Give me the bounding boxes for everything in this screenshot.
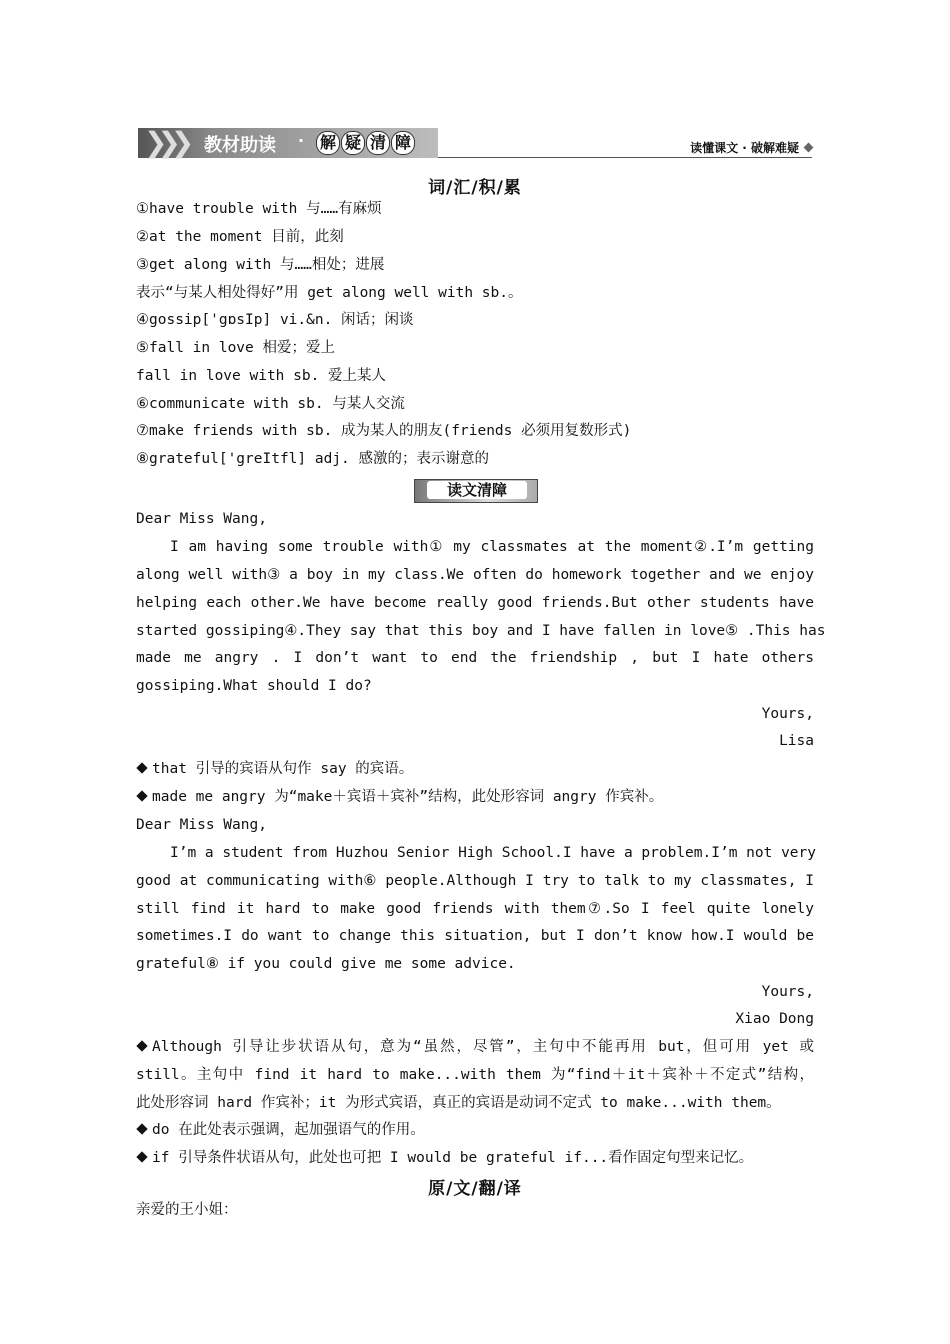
letter2-line: grateful⑧ if you could give me some advice. <box>136 956 516 972</box>
letter2-line: good at communicating with⑥ people.Although I try to talk to my classmates, I <box>136 873 814 889</box>
vocab-item: ⑦make friends with sb. 成为某人的朋友(friends 必须用复数形式) <box>136 423 632 439</box>
vocab-item: ③get along with 与……相处；进展 <box>136 257 385 273</box>
banner-rule <box>438 157 812 158</box>
translation-heading: 原/文/翻/译 <box>428 1179 522 1199</box>
vocab-item: ⑧grateful['greItfl] adj. 感激的；表示谢意的 <box>136 451 490 467</box>
vocab-item-text: ①have trouble with 与……有麻烦 <box>136 201 382 217</box>
banner-char: 障 <box>391 131 415 155</box>
diamond-bullet-icon <box>136 790 147 801</box>
note <box>136 1037 814 1057</box>
section-banner <box>138 128 812 160</box>
note-text: that 引导的宾语从句作 say 的宾语。 <box>152 761 414 777</box>
vocab-item: ⑥communicate with sb. 与某人交流 <box>136 396 405 412</box>
translation-greeting: 亲爱的王小姐： <box>136 1202 238 1218</box>
vocab-item: 表示“与某人相处得好”用 get along well with sb.。 <box>136 285 523 301</box>
diamond-icon <box>804 143 814 153</box>
reading-heading: 读文清障 <box>427 481 527 499</box>
banner-title: 教材助读 <box>204 135 276 156</box>
letter2-line: I’m a student from Huzhou Senior High School.I have a problem.I’m not very <box>170 845 817 861</box>
vocab-heading: 词/汇/积/累 <box>428 178 522 198</box>
diamond-bullet-icon <box>136 762 147 773</box>
letter2-signature: Xiao Dong <box>735 1011 814 1027</box>
banner-tag <box>690 139 812 156</box>
letter2-line: still find it hard to make good friends with them⑦.So I feel quite lonely <box>136 901 814 917</box>
letter1-line: made me angry . I don’t want to end the friendship , but I hate others <box>136 650 814 666</box>
chevron-right-icon: ❯❯❯ <box>144 126 185 159</box>
diamond-bullet-icon <box>136 1040 147 1051</box>
vocab-item: ⑤fall in love 相爱；爱上 <box>136 340 335 356</box>
banner-char: 解 <box>316 131 340 155</box>
letter1-line: along well with③ a boy in my class.We often do homework together and we enjoy <box>136 567 814 583</box>
note-text: if 引导条件状语从句，此处也可把 I would be grateful if...看作固定句型来记忆。 <box>152 1150 754 1166</box>
letter1-line: helping each other.We have become really good friends.But other students have <box>136 595 814 611</box>
note <box>136 759 413 779</box>
banner-subtitle <box>316 131 416 155</box>
note-continued: still。主句中 find it hard to make...with them 为“find＋it＋宾补＋不定式”结构， <box>136 1067 814 1083</box>
vocab-item: fall in love with sb. 爱上某人 <box>136 368 387 384</box>
letter2-closing: Yours, <box>761 984 814 1000</box>
diamond-bullet-icon <box>136 1151 147 1162</box>
note <box>136 1120 425 1140</box>
note-continued: 此处形容词 hard 作宾补；it 为形式宾语，真正的宾语是动词不定式 to make...with them。 <box>136 1095 781 1111</box>
banner-char: 清 <box>366 131 390 155</box>
diamond-bullet-icon <box>136 1123 147 1134</box>
letter2-greeting: Dear Miss Wang, <box>136 817 267 833</box>
letter1-signature: Lisa <box>779 733 814 749</box>
note-text: Although 引导让步状语从句，意为“虽然，尽管”，主句中不能再用 but，但可用 yet 或 <box>152 1039 814 1055</box>
letter1-closing: Yours, <box>761 706 814 722</box>
reading-heading-box <box>414 479 538 503</box>
vocab-item: ④gossip['gɒsIp] vi.&n. 闲话；闲谈 <box>136 312 414 328</box>
note <box>136 1148 753 1168</box>
note-text: made me angry 为“make＋宾语＋宾补”结构，此处形容词 angry 作宾补。 <box>152 789 664 805</box>
note <box>136 787 663 807</box>
vocab-item: ②at the moment 目前，此刻 <box>136 229 344 245</box>
letter1-greeting: Dear Miss Wang, <box>136 511 267 527</box>
letter2-line: sometimes.I do want to change this situation, but I don’t know how.I would be <box>136 928 814 944</box>
note-text: do 在此处表示强调，起加强语气的作用。 <box>152 1122 425 1138</box>
banner-tag-text: 读懂课文 · 破解难疑 <box>690 141 799 155</box>
letter1-line: started gossiping④.They say that this boy and I have fallen in love⑤ .This has <box>136 623 826 639</box>
letter1-line: gossiping.What should I do? <box>136 678 372 694</box>
vocab-item <box>136 199 382 219</box>
banner-char: 疑 <box>341 131 365 155</box>
banner-dot: · <box>298 131 305 150</box>
letter1-line: I am having some trouble with① my classmates at the moment②.I’m getting <box>170 539 814 555</box>
